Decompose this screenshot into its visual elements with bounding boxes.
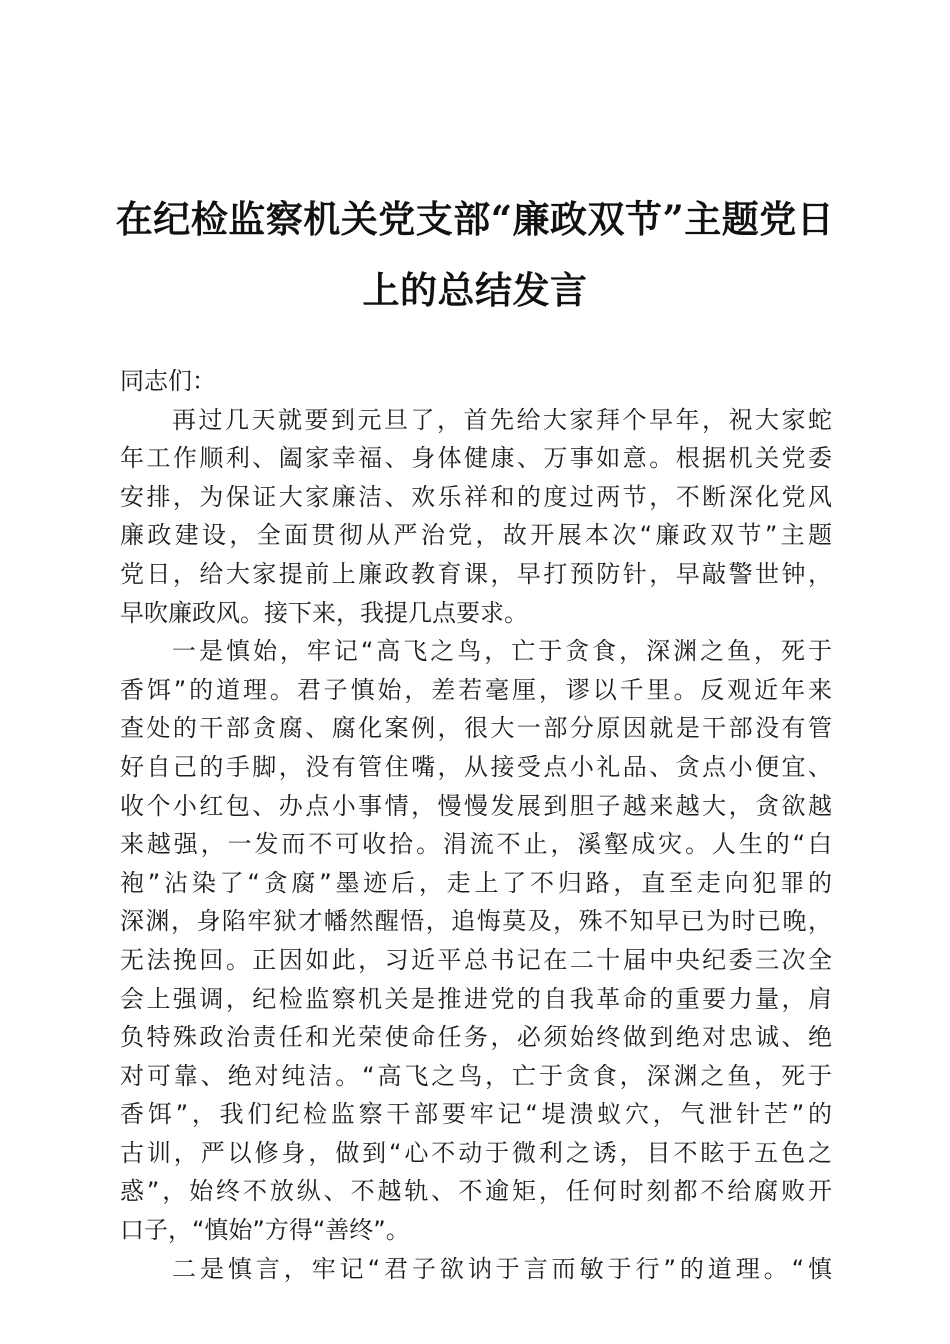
- salutation: 同志们：: [120, 367, 216, 395]
- text-line: 党日，给大家提前上廉政教育课，早打预防针，早敲警世钟，: [120, 559, 832, 588]
- text-line: 好自己的手脚，没有管住嘴，从接受点小礼品、贪点小便宜、: [120, 752, 832, 781]
- text-line: 收个小红包、办点小事情，慢慢发展到胆子越来越大，贪欲越: [120, 791, 832, 820]
- text-line: 会上强调，纪检监察机关是推进党的自我革命的重要力量，肩: [120, 984, 832, 1013]
- document-body: [120, 362, 832, 1288]
- text-line: 对可靠、绝对纯洁。“高飞之鸟，亡于贪食，深渊之鱼，死于: [120, 1061, 832, 1090]
- text-line: 无法挽回。正因如此，习近平总书记在二十届中央纪委三次全: [120, 945, 832, 974]
- paragraph-point-one-shenshi: [120, 632, 832, 1250]
- document-title-line-1: 在纪检监察机关党支部“廉政双节”主题党日: [115, 197, 835, 241]
- text-line: 来越强，一发而不可收拾。涓流不止，溪壑成灾。人生的“白: [120, 830, 832, 859]
- text-line: 一是慎始，牢记“高飞之鸟，亡于贪食，深渊之鱼，死于: [172, 637, 832, 666]
- text-line: 香饵”，我们纪检监察干部要牢记“堤溃蚁穴，气泄针芒”的: [120, 1100, 832, 1129]
- text-line: 深渊，身陷牢狱才幡然醒悟，追悔莫及，殊不知早已为时已晚，: [120, 907, 832, 936]
- text-line: 早吹廉政风。接下来，我提几点要求。: [120, 598, 528, 627]
- text-line: 年工作顺利、阖家幸福、身体健康、万事如意。根据机关党委: [120, 444, 832, 473]
- text-line: 安排，为保证大家廉洁、欢乐祥和的度过两节，不断深化党风: [120, 482, 832, 511]
- text-line: 负特殊政治责任和光荣使命任务，必须始终做到绝对忠诚、绝: [120, 1023, 832, 1052]
- paragraph-point-two-shenyan: [120, 1250, 832, 1289]
- text-line: 廉政建设，全面贯彻从严治党，故开展本次“廉政双节”主题: [120, 521, 832, 550]
- text-line: 查处的干部贪腐、腐化案例，很大一部分原因就是干部没有管: [120, 714, 832, 743]
- document-title-line-2: 上的总结发言: [362, 268, 588, 312]
- text-line: 古训，严以修身，做到“心不动于微利之诱，目不眩于五色之: [120, 1138, 832, 1167]
- text-line: 惑”，始终不放纵、不越轨、不逾矩，任何时刻都不给腐败开: [120, 1177, 832, 1206]
- text-line: 香饵”的道理。君子慎始，差若毫厘，谬以千里。反观近年来: [120, 675, 832, 704]
- text-line: 袍”沾染了“贪腐”墨迹后，走上了不归路，直至走向犯罪的: [120, 868, 832, 897]
- paragraph-new-year-greeting: [120, 401, 832, 633]
- text-line: 再过几天就要到元旦了，首先给大家拜个早年，祝大家蛇: [172, 405, 832, 434]
- text-line: 口子，“慎始”方得“善终”。: [120, 1216, 410, 1245]
- text-line: 二是慎言，牢记“君子欲讷于言而敏于行”的道理。“慎: [172, 1254, 832, 1283]
